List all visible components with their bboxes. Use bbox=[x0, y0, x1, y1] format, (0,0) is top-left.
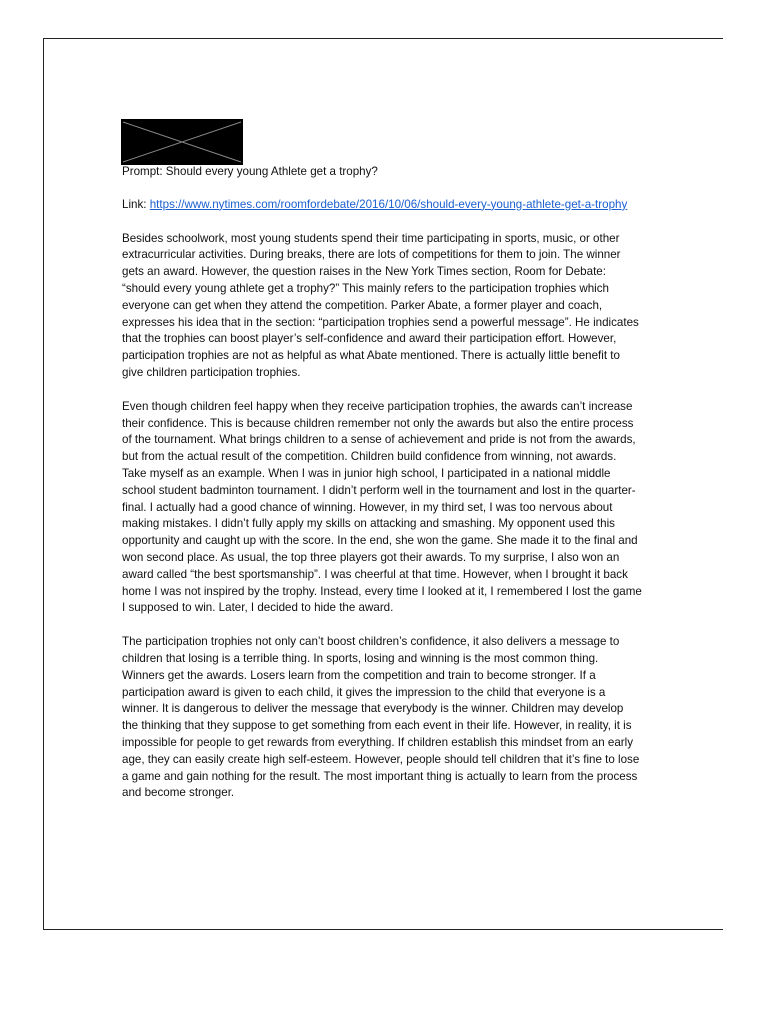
paragraph-3: The participation trophies not only can’t boost children’s confidence, it also delivers a message to children that losing is a terrible thing. In sports, losing and winning is the most common thing. Winners get the awards. Losers learn from the competition and train to become stronger. If a participation award is given to each child, it gives the impression to the child that everyone is a winner. It is dangerous to deliver the message that everybody is the winner. Children may develop the thinking that they suppose to get something from each event in their life. However, in reality, it is impossible for people to get rewards from everything. If children establish this mindset from an early age, they can easily create high self-esteem. However, people should tell children that it’s fine to lose a game and gain nothing for the result. The most important thing is actually to learn from the process and become stronger. bbox=[122, 635, 640, 800]
redaction-box bbox=[121, 119, 243, 165]
prompt-text: Prompt: Should every young Athlete get a trophy? bbox=[122, 165, 378, 178]
paragraph-2: Even though children feel happy when they receive participation trophies, the awards can’t increase their confidence. This is because children remember not only the awards but also the entire process of the tournament. What brings children to a sense of achievement and pride is not from the awards, but from the actual result of the competition. Children build confidence from winning, not awards. Take myself as an example. When I was in junior high school, I participated in a national middle school student badminton tournament. I didn’t perform well in the tournament and lost in the quarter-final. I actually had a good chance of winning. However, in my third set, I was too nervous about making mistakes. I didn’t fully apply my skills on attacking and smashing. My opponent used this opportunity and caught up with the score. In the end, she won the game. She made it to the final and won second place. As usual, the top three players got their awards. To my surprise, I also won an award called “the best sportsmanship”. I was cheerful at that time. However, when I brought it back home I was not inspired by the trophy. Instead, every time I looked at it, I remembered I lost the game I supposed to win. Later, I decided to hide the award. bbox=[122, 399, 642, 615]
article-link[interactable]: https://www.nytimes.com/roomfordebate/2016/10/06/should-every-young-athlete-get-a-trophy bbox=[149, 197, 628, 211]
document-body bbox=[122, 164, 642, 819]
paragraph-1: Besides schoolwork, most young students spend their time participating in sports, music, or other extracurricular activities. During breaks, there are lots of competitions for them to join. The winner gets an award. However, the question raises in the New York Times section, Room for Debate: “should every young athlete get a trophy?” This mainly refers to the participation trophies which everyone can get when they attend the competition. Parker Abate, a former player and coach, expresses his idea that in the section: “participation trophies send a powerful message”. He indicates that the trophies can boost player’s self-confidence and award their participation effort. However, participation trophies are not as helpful as what Abate mentioned. There is actually little benefit to give children participation trophies. bbox=[122, 231, 639, 379]
link-label: Link: bbox=[122, 197, 147, 211]
link-line bbox=[122, 197, 642, 214]
